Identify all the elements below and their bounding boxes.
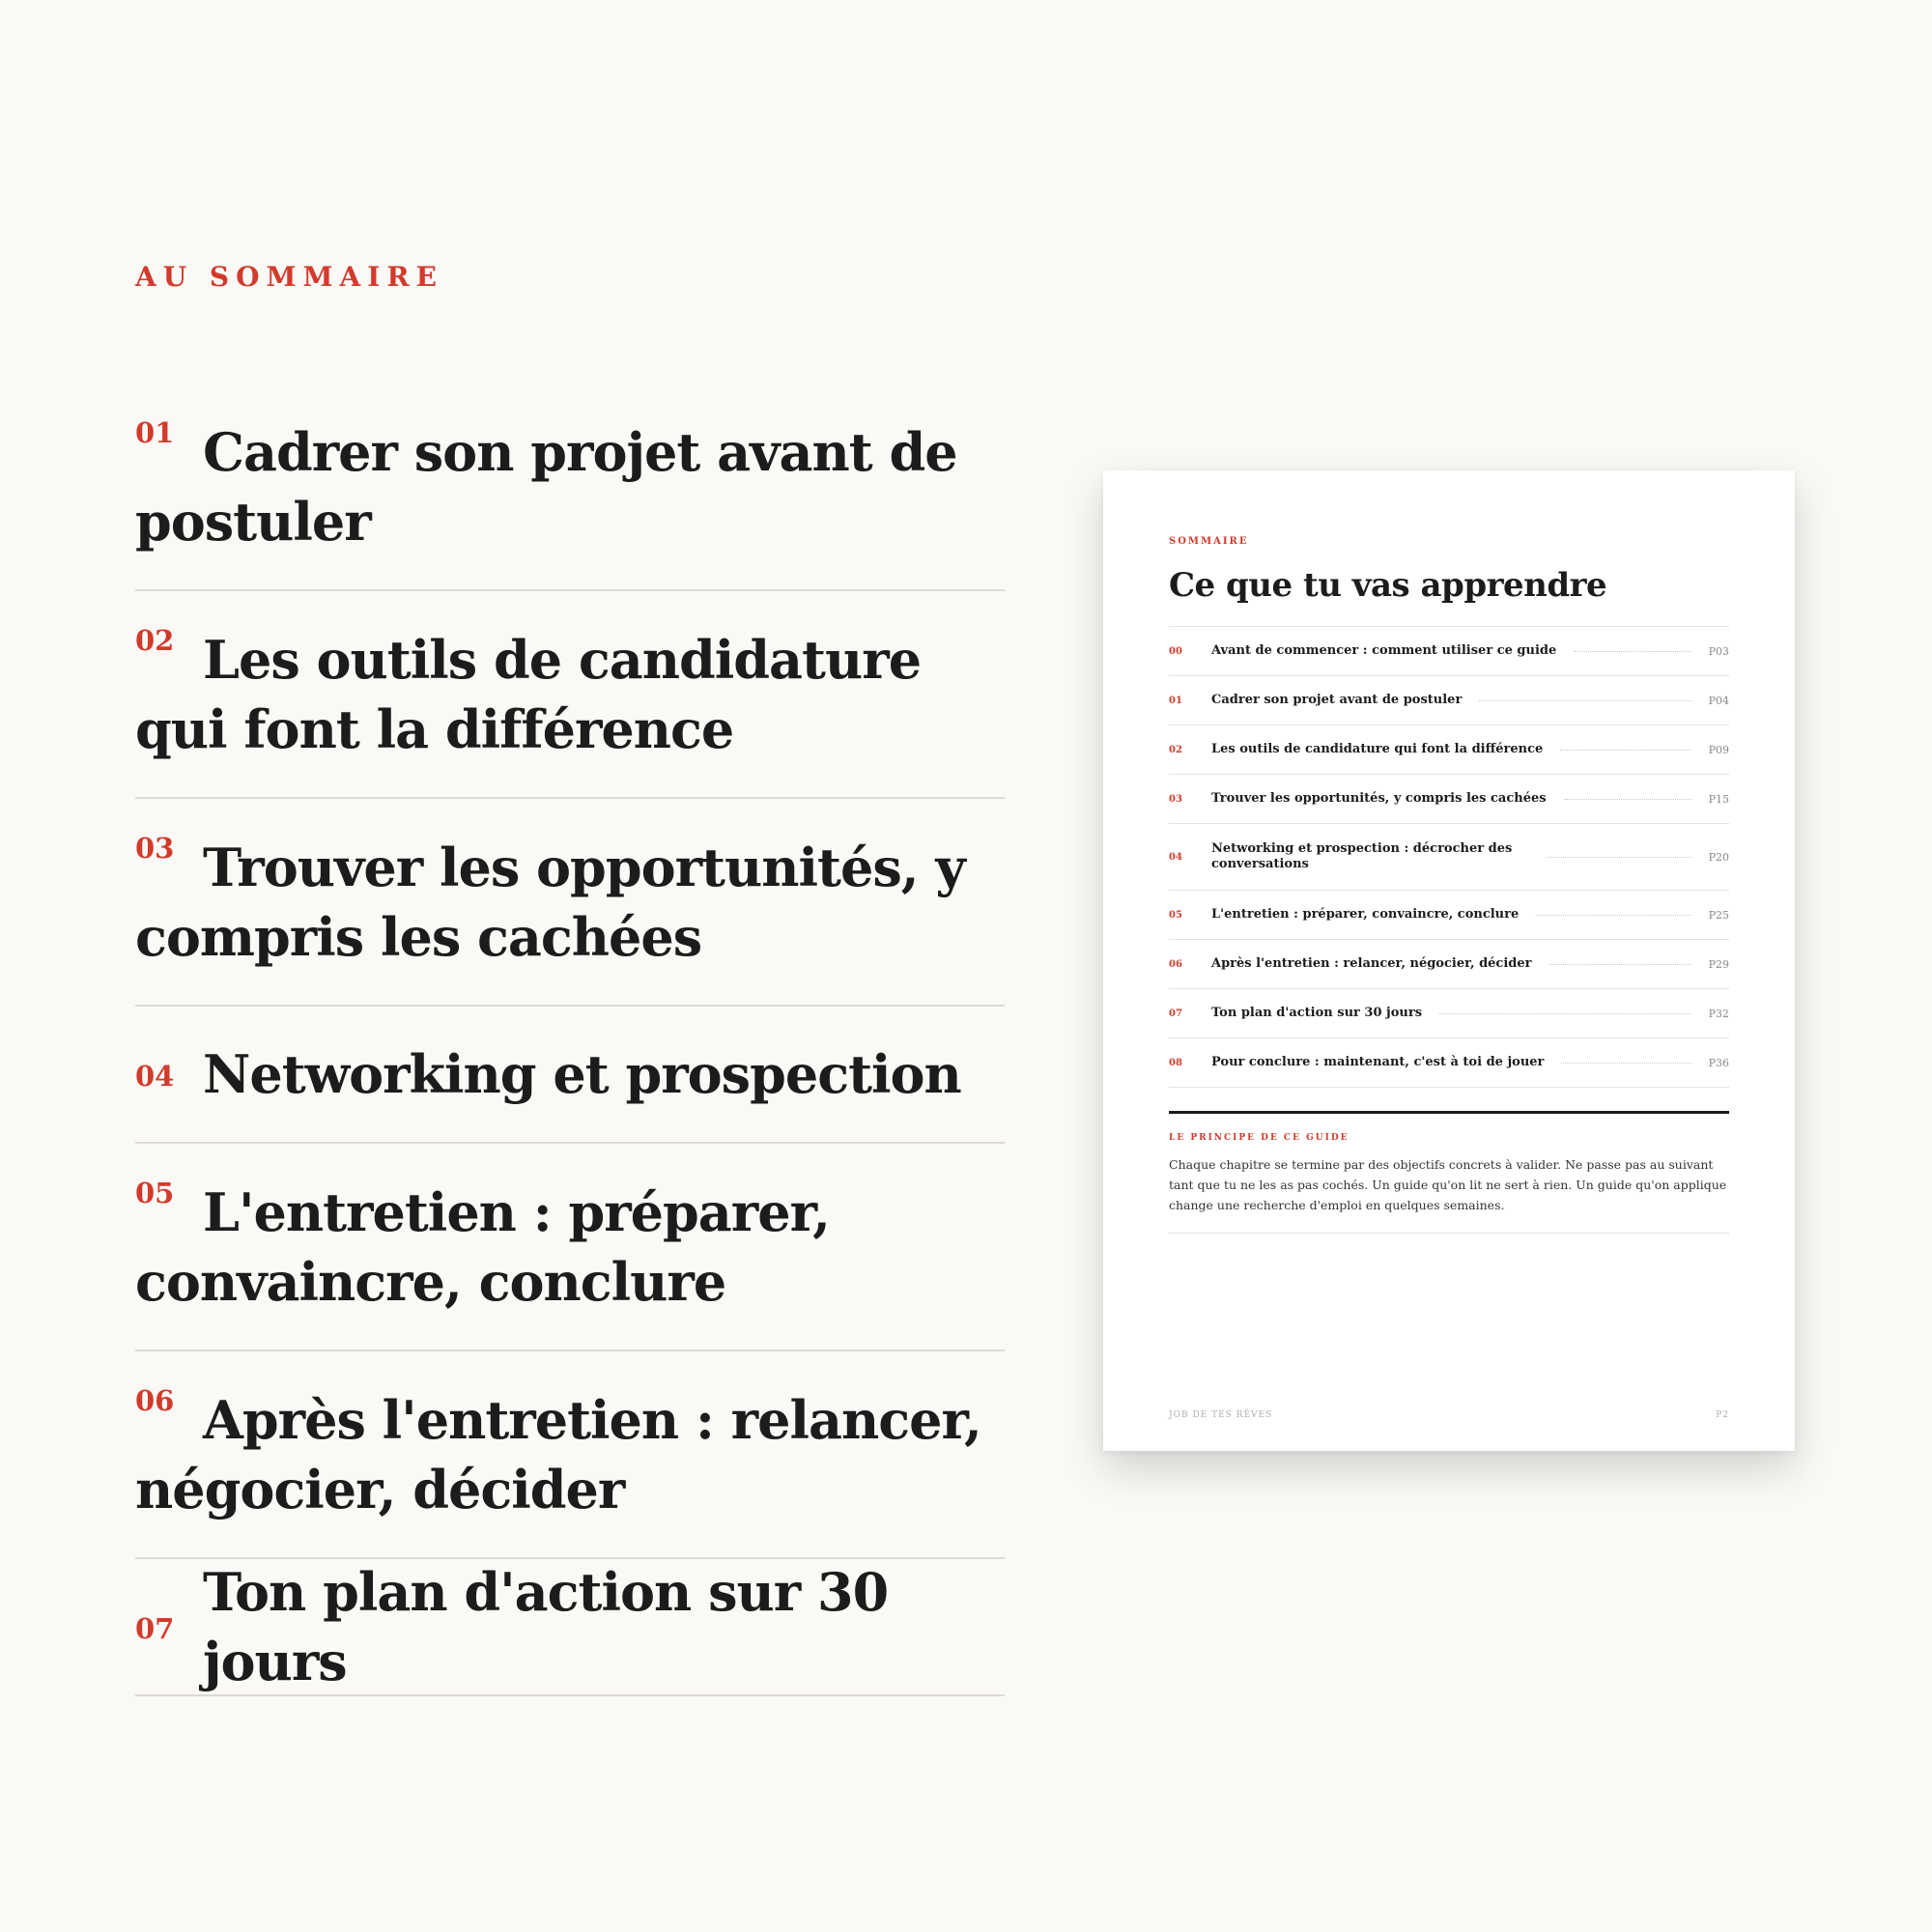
toc-title: L'entretien : préparer, convaincre, conclure [135,1180,830,1313]
summary-section [135,261,1005,1696]
doc-row-number: 03 [1169,793,1182,805]
doc-row-page: P04 [1708,694,1729,707]
document-page-preview [1103,470,1795,1451]
toc-title: Networking et prospection [203,1043,961,1105]
toc-item-07[interactable] [135,1559,1005,1696]
doc-title: Ce que tu vas apprendre [1169,566,1729,627]
doc-row-title: Avant de commencer : comment utiliser ce guide [1211,643,1557,658]
principle-text: Chaque chapitre se termine par des objectifs concrets à valider. Ne passe pas au suivant tant que tu ne les as pas cochés. Un guide qu'on lit ne sert à rien. Un guide qu'on applique change une recherche d'emploi en quelques semaines. [1169,1154,1729,1234]
doc-row-title: Cadrer son projet avant de postuler [1211,693,1463,707]
doc-row-number: 08 [1169,1057,1182,1068]
doc-row-title: L'entretien : préparer, convaincre, conclure [1211,907,1520,922]
doc-row-title: Après l'entretien : relancer, négocier, décider [1211,956,1532,971]
dot-leader [1560,750,1690,751]
toc-number: 04 [135,1060,175,1093]
doc-row[interactable] [1169,676,1729,725]
toc-item-02[interactable] [135,591,1005,799]
summary-eyebrow: AU SOMMAIRE [135,261,443,293]
doc-row-number: 00 [1169,645,1182,657]
dot-leader [1561,1063,1690,1064]
toc-title: Après l'entretien : relancer, négocier, décider [135,1388,981,1520]
toc-item-05[interactable] [135,1144,1005,1351]
doc-row-page: P03 [1708,644,1729,658]
dot-leader [1574,651,1690,652]
doc-row[interactable] [1169,627,1729,676]
doc-row[interactable] [1169,725,1729,775]
dot-leader [1548,857,1691,858]
doc-row-number: 07 [1169,1008,1182,1019]
doc-row[interactable] [1169,940,1729,989]
principle-label: LE PRINCIPE DE CE GUIDE [1169,1133,1350,1143]
doc-row-page: P32 [1708,1007,1729,1020]
toc-item-06[interactable] [135,1351,1005,1559]
toc-number: 06 [135,1384,175,1417]
doc-divider [1169,1111,1729,1114]
toc-number: 02 [135,624,175,657]
doc-row-title: Trouver les opportunités, y compris les cachées [1211,791,1547,806]
doc-footer-page: P2 [1716,1410,1729,1420]
toc-number: 07 [135,1612,175,1645]
dot-leader [1549,964,1691,965]
toc-item-01[interactable] [135,384,1005,591]
toc-title: Cadrer son projet avant de postuler [135,420,957,553]
toc-title: Trouver les opportunités, y compris les cachées [135,836,965,968]
doc-row-title: Pour conclure : maintenant, c'est à toi de jouer [1211,1055,1545,1069]
toc-number: 03 [135,832,175,865]
doc-row[interactable] [1169,775,1729,824]
doc-row[interactable] [1169,824,1729,891]
doc-row-number: 02 [1169,744,1182,755]
toc-title: Les outils de candidature qui font la différence [135,628,922,760]
doc-row[interactable] [1169,1038,1729,1088]
doc-row-title: Les outils de candidature qui font la différence [1211,742,1544,756]
doc-eyebrow: SOMMAIRE [1169,536,1249,547]
dot-leader [1479,700,1690,701]
doc-row-number: 01 [1169,695,1182,706]
doc-footer-brand: JOB DE TES RÊVES [1169,1410,1273,1420]
doc-row-page: P09 [1708,743,1729,756]
toc-number: 01 [135,416,175,449]
toc-item-03[interactable] [135,799,1005,1007]
dot-leader [1564,799,1691,800]
toc-item-04[interactable] [135,1007,1005,1144]
doc-row-number: 06 [1169,958,1182,970]
doc-row-title: Networking et prospection : décrocher des conversations [1211,841,1513,871]
toc-number: 05 [135,1177,175,1209]
doc-row-page: P20 [1708,850,1729,864]
doc-footer [1169,1410,1729,1420]
doc-row-number: 05 [1169,909,1182,921]
dot-leader [1536,915,1690,916]
doc-row-page: P15 [1708,792,1729,806]
dot-leader [1439,1013,1691,1014]
toc-title: Ton plan d'action sur 30 jours [203,1561,889,1692]
doc-row-number: 04 [1169,851,1182,863]
doc-row-page: P25 [1708,908,1729,922]
doc-row[interactable] [1169,989,1729,1038]
doc-row-page: P29 [1708,957,1729,971]
doc-row-page: P36 [1708,1056,1729,1069]
doc-row[interactable] [1169,891,1729,940]
doc-row-title: Ton plan d'action sur 30 jours [1211,1006,1423,1020]
